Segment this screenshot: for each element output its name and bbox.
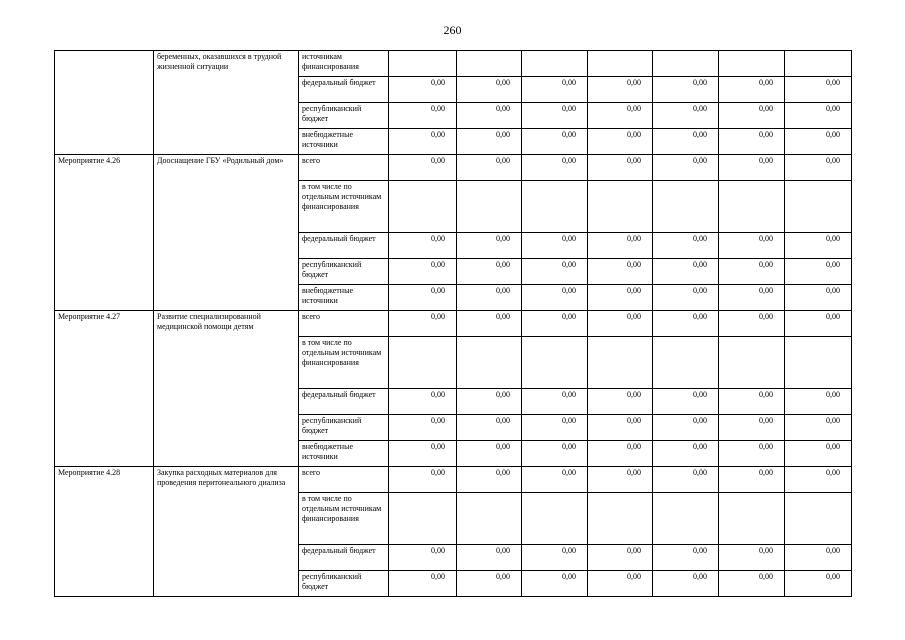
amount-cell: 0,00 [588,311,653,337]
amount-cell [785,51,852,77]
amount-cell: 0,00 [719,467,785,493]
amount-cell: 0,00 [588,233,653,259]
amount-cell: 0,00 [719,233,785,259]
amount-cell: 0,00 [653,259,719,285]
measure-cell: Мероприятие 4.27 [55,311,154,467]
amount-cell: 0,00 [457,571,522,597]
amount-cell: 0,00 [522,311,588,337]
table-row [55,467,852,493]
amount-cell: 0,00 [389,571,457,597]
measure-cell: Мероприятие 4.26 [55,155,154,311]
amount-cell: 0,00 [719,285,785,311]
funding-source-cell: внебюджетные источники [299,129,389,155]
measure-cell: Мероприятие 4.28 [55,467,154,597]
amount-cell: 0,00 [588,155,653,181]
amount-cell: 0,00 [389,233,457,259]
amount-cell: 0,00 [719,129,785,155]
amount-cell: 0,00 [389,103,457,129]
funding-source-cell: в том числе по отдельным источникам финансирования [299,181,389,233]
amount-cell [457,337,522,389]
amount-cell [522,337,588,389]
budget-table [54,50,852,597]
amount-cell: 0,00 [588,441,653,467]
amount-cell: 0,00 [522,571,588,597]
amount-cell: 0,00 [719,103,785,129]
amount-cell: 0,00 [522,233,588,259]
amount-cell [457,51,522,77]
amount-cell: 0,00 [785,285,852,311]
amount-cell [588,181,653,233]
amount-cell [389,181,457,233]
page-number: 260 [443,23,462,37]
amount-cell: 0,00 [389,467,457,493]
amount-cell: 0,00 [653,77,719,103]
table-row [55,155,852,181]
funding-source-cell: федеральный бюджет [299,233,389,259]
amount-cell: 0,00 [389,545,457,571]
funding-source-cell: внебюджетные источники [299,285,389,311]
amount-cell: 0,00 [719,545,785,571]
amount-cell: 0,00 [588,129,653,155]
funding-source-cell: в том числе по отдельным источникам финансирования [299,493,389,545]
amount-cell [653,337,719,389]
amount-cell: 0,00 [653,441,719,467]
amount-cell: 0,00 [522,467,588,493]
amount-cell: 0,00 [457,467,522,493]
amount-cell [522,181,588,233]
amount-cell: 0,00 [457,545,522,571]
amount-cell: 0,00 [389,155,457,181]
amount-cell: 0,00 [389,129,457,155]
amount-cell: 0,00 [719,441,785,467]
amount-cell [389,51,457,77]
amount-cell: 0,00 [719,155,785,181]
amount-cell: 0,00 [389,259,457,285]
funding-source-cell: всего [299,467,389,493]
amount-cell: 0,00 [719,311,785,337]
table-row [55,51,852,77]
amount-cell: 0,00 [522,389,588,415]
funding-source-cell: федеральный бюджет [299,389,389,415]
amount-cell: 0,00 [522,129,588,155]
amount-cell [719,493,785,545]
amount-cell [719,181,785,233]
amount-cell: 0,00 [785,129,852,155]
amount-cell: 0,00 [389,389,457,415]
amount-cell: 0,00 [457,129,522,155]
amount-cell: 0,00 [389,311,457,337]
amount-cell [653,51,719,77]
amount-cell: 0,00 [457,233,522,259]
amount-cell: 0,00 [457,77,522,103]
amount-cell: 0,00 [653,285,719,311]
amount-cell: 0,00 [719,571,785,597]
amount-cell [522,51,588,77]
amount-cell: 0,00 [785,259,852,285]
amount-cell: 0,00 [522,285,588,311]
funding-source-cell: источникам финансирования [299,51,389,77]
amount-cell: 0,00 [785,571,852,597]
amount-cell: 0,00 [785,77,852,103]
amount-cell: 0,00 [588,467,653,493]
table-row [55,311,852,337]
amount-cell: 0,00 [785,545,852,571]
funding-source-cell: республиканский бюджет [299,415,389,441]
amount-cell: 0,00 [785,389,852,415]
amount-cell [719,337,785,389]
amount-cell [457,493,522,545]
funding-source-cell: республиканский бюджет [299,259,389,285]
amount-cell: 0,00 [457,389,522,415]
amount-cell [653,493,719,545]
amount-cell: 0,00 [653,129,719,155]
amount-cell: 0,00 [522,415,588,441]
amount-cell: 0,00 [653,155,719,181]
funding-source-cell: федеральный бюджет [299,545,389,571]
amount-cell: 0,00 [719,389,785,415]
amount-cell: 0,00 [653,467,719,493]
amount-cell: 0,00 [522,441,588,467]
amount-cell: 0,00 [457,441,522,467]
amount-cell [785,493,852,545]
amount-cell: 0,00 [785,441,852,467]
amount-cell: 0,00 [457,285,522,311]
amount-cell: 0,00 [785,467,852,493]
measure-title-cell: Дооснащение ГБУ «Родильный дом» [154,155,299,311]
amount-cell: 0,00 [785,311,852,337]
table-body [55,51,852,597]
amount-cell [588,493,653,545]
amount-cell: 0,00 [522,155,588,181]
amount-cell: 0,00 [719,77,785,103]
amount-cell: 0,00 [653,233,719,259]
amount-cell: 0,00 [588,259,653,285]
amount-cell: 0,00 [457,415,522,441]
measure-cell [55,51,154,155]
amount-cell [785,181,852,233]
amount-cell: 0,00 [785,415,852,441]
amount-cell [522,493,588,545]
amount-cell: 0,00 [785,155,852,181]
amount-cell: 0,00 [719,415,785,441]
funding-source-cell: внебюджетные источники [299,441,389,467]
amount-cell: 0,00 [457,311,522,337]
funding-source-cell: республиканский бюджет [299,103,389,129]
amount-cell: 0,00 [522,77,588,103]
amount-cell: 0,00 [588,103,653,129]
amount-cell: 0,00 [588,415,653,441]
amount-cell [719,51,785,77]
amount-cell: 0,00 [785,233,852,259]
amount-cell: 0,00 [653,415,719,441]
amount-cell: 0,00 [653,389,719,415]
amount-cell [588,51,653,77]
funding-source-cell: всего [299,155,389,181]
measure-title-cell: беременных, оказавшихся в трудной жизненной ситуации [154,51,299,155]
amount-cell: 0,00 [588,545,653,571]
amount-cell [588,337,653,389]
measure-title-cell: Закупка расходных материалов для проведения перитонеального диализа [154,467,299,597]
amount-cell [389,337,457,389]
amount-cell: 0,00 [785,103,852,129]
amount-cell: 0,00 [389,441,457,467]
amount-cell: 0,00 [522,545,588,571]
amount-cell [389,493,457,545]
amount-cell: 0,00 [653,545,719,571]
amount-cell: 0,00 [588,389,653,415]
amount-cell: 0,00 [719,259,785,285]
amount-cell: 0,00 [389,415,457,441]
amount-cell [653,181,719,233]
amount-cell: 0,00 [588,571,653,597]
amount-cell: 0,00 [653,311,719,337]
funding-source-cell: всего [299,311,389,337]
measure-title-cell: Развитие специализированной медицинской помощи детям [154,311,299,467]
amount-cell: 0,00 [522,103,588,129]
amount-cell: 0,00 [653,571,719,597]
amount-cell: 0,00 [653,103,719,129]
amount-cell: 0,00 [588,285,653,311]
amount-cell: 0,00 [457,103,522,129]
amount-cell: 0,00 [588,77,653,103]
amount-cell: 0,00 [457,259,522,285]
amount-cell [457,181,522,233]
amount-cell: 0,00 [389,77,457,103]
funding-source-cell: федеральный бюджет [299,77,389,103]
amount-cell: 0,00 [522,259,588,285]
funding-source-cell: республиканский бюджет [299,571,389,597]
funding-source-cell: в том числе по отдельным источникам финансирования [299,337,389,389]
amount-cell [785,337,852,389]
amount-cell: 0,00 [457,155,522,181]
amount-cell: 0,00 [389,285,457,311]
